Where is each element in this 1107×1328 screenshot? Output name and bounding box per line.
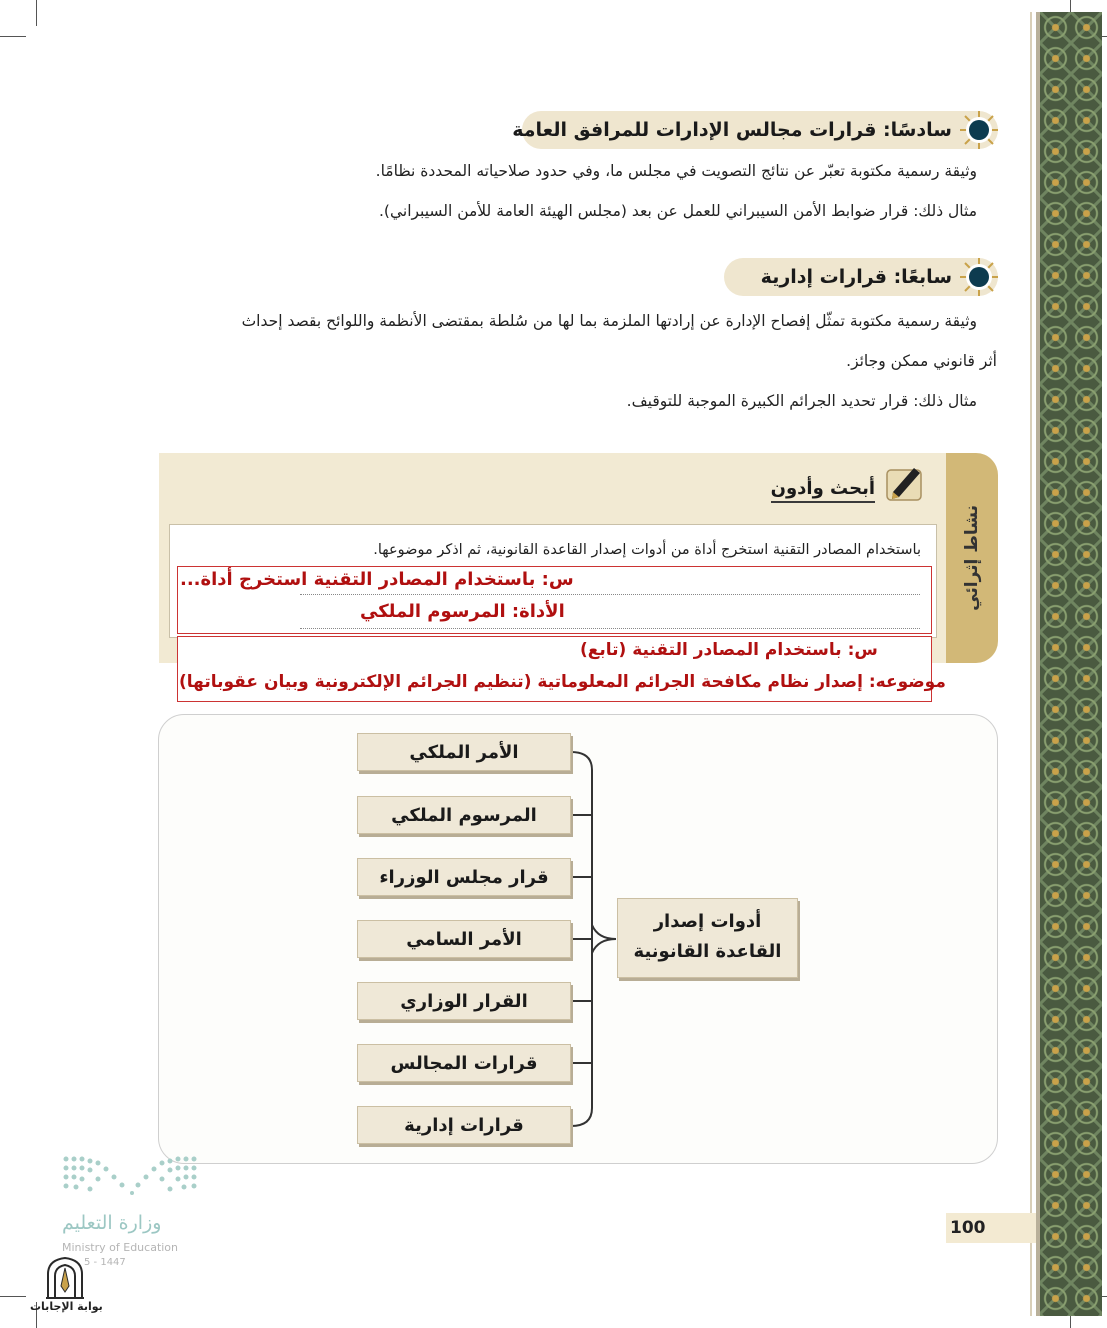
activity-title: أبحث وأدون — [771, 478, 875, 503]
answer-line — [300, 594, 920, 595]
sun-bullet-icon — [958, 256, 1000, 298]
portal-name: بوابة الإجابات — [30, 1300, 103, 1313]
section-heading-seventh — [724, 258, 998, 296]
pencil-note-icon — [884, 462, 924, 504]
section-heading-text: سابعًا: قرارات إدارية — [760, 266, 952, 288]
diagram-root-line: القاعدة القانونية — [633, 941, 782, 962]
answer-tool-line: الأداة: المرسوم الملكي — [360, 601, 565, 622]
answer-line — [300, 628, 920, 629]
portal-logo-icon — [44, 1256, 86, 1300]
diagram-root-line: أدوات إصدار — [653, 911, 762, 932]
sun-bullet-icon — [958, 109, 1000, 151]
diagram-node: قرارات إدارية — [357, 1106, 571, 1144]
decorative-border — [1036, 12, 1102, 1316]
diagram-node: القرار الوزاري — [357, 982, 571, 1020]
answer-question-continued: س: باستخدام المصادر التقنية (تابع) — [580, 640, 878, 660]
section-example: مثال ذلك: قرار ضوابط الأمن السيبراني للعمل عن بعد (مجلس الهيئة العامة للأمن السيبراني). — [378, 202, 977, 220]
crop-mark — [0, 36, 26, 37]
activity-question: باستخدام المصادر التقنية استخرج أداة من أدوات إصدار القاعدة القانونية، ثم اذكر موضوعها. — [373, 542, 921, 558]
edition-year: 5 - 1447 — [84, 1257, 126, 1268]
answer-subject-line: موضوعه: إصدار نظام مكافحة الجرائم المعلوماتية (تنظيم الجرائم الإلكترونية وبيان عقوباتها) — [179, 672, 946, 692]
page-number: 100 — [946, 1213, 1036, 1243]
section-heading-sixth — [512, 111, 998, 149]
ministry-name-english: Ministry of Education — [62, 1241, 179, 1254]
section-paragraph: وثيقة رسمية مكتوبة تمثّل إفصاح الإدارة عن إرادتها الملزمة بما لها من سُلطة بمقتضى الأنظمة واللوائح بقصد إحداث — [241, 312, 977, 330]
crop-mark — [36, 0, 37, 26]
diagram-frame — [158, 714, 998, 1164]
border-divider — [1030, 12, 1032, 1316]
diagram-node: الأمر الملكي — [357, 733, 571, 771]
diagram-node: المرسوم الملكي — [357, 796, 571, 834]
enrichment-activity-tab-label: نشاط إثرائي — [962, 505, 982, 611]
diagram-node: قرارات المجالس — [357, 1044, 571, 1082]
diagram-node: الأمر السامي — [357, 920, 571, 958]
diagram-node: قرار مجلس الوزراء — [357, 858, 571, 896]
ministry-logo-icon — [62, 1155, 198, 1200]
section-paragraph-continued: أثر قانوني ممكن وجائز. — [846, 352, 997, 370]
section-paragraph: وثيقة رسمية مكتوبة تعبّر عن نتائج التصويت في مجلس ما، وفي حدود صلاحياته المحددة نظامًا. — [375, 162, 977, 180]
crop-mark — [0, 1296, 26, 1297]
ministry-name-arabic: وزارة التعليم — [62, 1212, 162, 1234]
section-example: مثال ذلك: قرار تحديد الجرائم الكبيرة الموجبة للتوقيف. — [626, 392, 977, 410]
diagram-root-node — [617, 898, 798, 978]
section-heading-text: سادسًا: قرارات مجالس الإدارات للمرافق العامة — [512, 119, 952, 141]
answer-question-line: س: باستخدام المصادر التقنية استخرج أداة... — [180, 569, 574, 590]
